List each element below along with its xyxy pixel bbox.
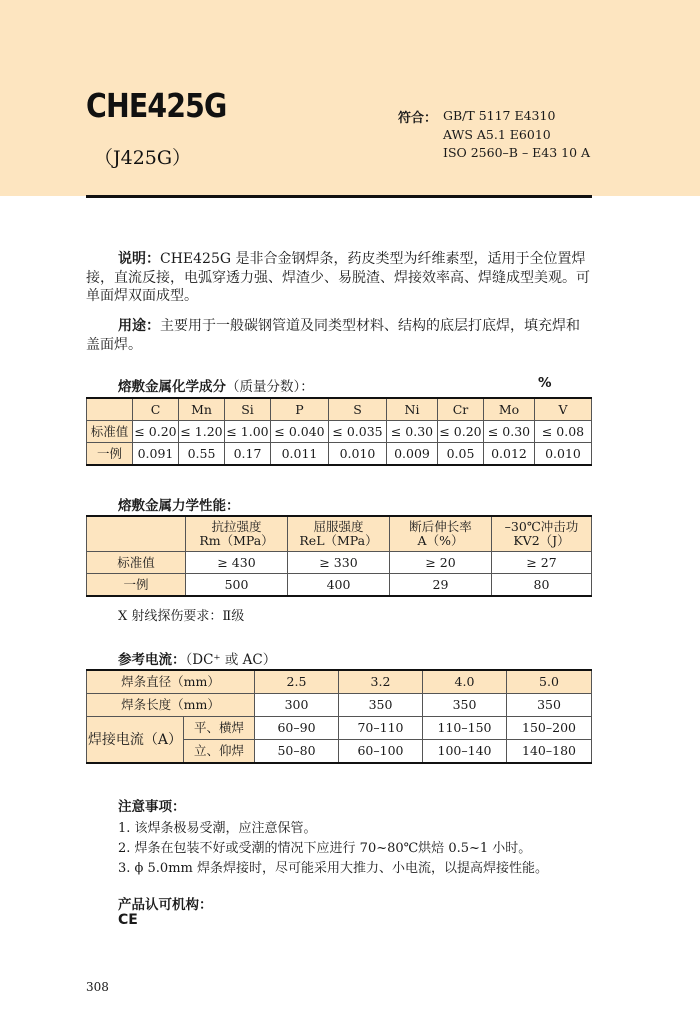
header-cell: S: [329, 398, 387, 421]
chemistry-title: [118, 375, 314, 395]
table-cell: 0.009: [387, 443, 438, 466]
row-sublabel: 平、横焊: [184, 717, 255, 740]
table-cell: 140–180: [507, 740, 592, 764]
header-cell: Cr: [438, 398, 484, 421]
table-cell: 110–150: [423, 717, 507, 740]
certification-title: 产品认可机构：: [118, 897, 213, 913]
table-cell: 60–90: [255, 717, 339, 740]
table-cell: 0.010: [535, 443, 592, 466]
table-cell: 0.011: [271, 443, 329, 466]
table-cell: ≤ 0.20: [438, 421, 484, 443]
chemistry-subtitle: （质量分数）：: [226, 379, 314, 395]
table-cell: 150–200: [507, 717, 592, 740]
header-cell: [186, 516, 288, 552]
table-cell: ≥ 330: [288, 552, 390, 574]
row-label: 一例: [87, 574, 186, 597]
chemistry-unit: %: [538, 375, 552, 391]
row-label: 焊接电流（A）: [87, 717, 184, 764]
product-subtitle: （J425G）: [94, 147, 192, 169]
header-line: KV2（J）: [513, 533, 570, 548]
table-cell: 60–100: [339, 740, 423, 764]
standard-line: ISO 2560–B – E43 10 A: [443, 145, 591, 160]
header-cell: [288, 516, 390, 552]
current-title: [118, 648, 276, 668]
table-cell: ≤ 0.040: [271, 421, 329, 443]
header-cell: [87, 516, 186, 552]
table-cell: 50–80: [255, 740, 339, 764]
table-cell: ≤ 0.30: [387, 421, 438, 443]
usage-label: 用途：: [118, 318, 160, 334]
table-row: [87, 670, 592, 694]
header-cell: V: [535, 398, 592, 421]
table-cell: 2.5: [255, 670, 339, 694]
row-label: 标准值: [87, 421, 133, 443]
table-cell: ≤ 0.08: [535, 421, 592, 443]
header-cell: Ni: [387, 398, 438, 421]
current-title-text: 参考电流：: [118, 652, 186, 668]
table-row: [87, 694, 592, 717]
header-line: –30℃冲击功: [504, 519, 579, 534]
header-cell: [390, 516, 492, 552]
table-cell: 0.55: [179, 443, 225, 466]
header-line: A（%）: [417, 533, 464, 548]
mechanical-title: 熔敷金属力学性能：: [118, 498, 240, 514]
table-cell: 80: [492, 574, 592, 597]
description-text: CHE425G 是非合金钢焊条，药皮类型为纤维素型，适用于全位置焊接，直流反接，电弧穿透力强、焊渣少、易脱渣、焊接效率高、焊缝成型美观。可单面焊双面成型。: [86, 251, 590, 304]
header-line: 断后伸长率: [409, 519, 472, 534]
table-cell: 0.012: [484, 443, 535, 466]
table-cell: 4.0: [423, 670, 507, 694]
table-cell: ≤ 1.00: [225, 421, 271, 443]
table-cell: 350: [507, 694, 592, 717]
product-title: CHE425G: [86, 86, 227, 125]
standard-line: AWS A5.1 E6010: [443, 126, 551, 142]
header-band: [0, 0, 700, 196]
description-paragraph: [86, 250, 592, 306]
header-cell: Si: [225, 398, 271, 421]
header-cell: Mo: [484, 398, 535, 421]
table-cell: ≤ 0.035: [329, 421, 387, 443]
row-label: 一例: [87, 443, 133, 466]
table-cell: 0.010: [329, 443, 387, 466]
table-cell: ≤ 0.30: [484, 421, 535, 443]
list-item: 1. 该焊条极易受潮，应注意保管。: [118, 821, 317, 836]
table-row: [87, 717, 592, 740]
header-line: 抗拉强度: [211, 519, 262, 534]
table-cell: 400: [288, 574, 390, 597]
header-cell: [492, 516, 592, 552]
header-cell: C: [133, 398, 179, 421]
page-number: 308: [86, 980, 109, 994]
table-cell: ≥ 27: [492, 552, 592, 574]
row-label: 标准值: [87, 552, 186, 574]
chemistry-table: [86, 397, 592, 466]
list-item: 3. ϕ 5.0mm 焊条焊接时，尽可能采用大推力、小电流，以提高焊接性能。: [118, 861, 548, 876]
row-label: 焊条长度（mm）: [87, 694, 255, 717]
table-cell: 0.091: [133, 443, 179, 466]
table-row: [87, 552, 592, 574]
table-row: [87, 443, 592, 466]
description-label: 说明：: [118, 251, 160, 267]
table-cell: 0.17: [225, 443, 271, 466]
table-cell: ≥ 430: [186, 552, 288, 574]
header-line: 屈服强度: [313, 519, 364, 534]
table-cell: 350: [339, 694, 423, 717]
header-cell: P: [271, 398, 329, 421]
table-cell: 3.2: [339, 670, 423, 694]
chemistry-title-text: 熔敷金属化学成分: [118, 379, 226, 395]
standards-label: 符合：: [398, 111, 438, 126]
table-cell: ≥ 20: [390, 552, 492, 574]
mechanical-table: [86, 515, 592, 597]
header-divider: [86, 195, 592, 198]
standard-line: GB/T 5117 E4310: [443, 108, 556, 123]
notes-title: 注意事项：: [118, 799, 186, 815]
header-cell: Mn: [179, 398, 225, 421]
notes-list: [118, 819, 548, 879]
table-cell: 350: [423, 694, 507, 717]
current-subtitle: （DC⁺ 或 AC）: [185, 652, 277, 668]
table-cell: ≤ 1.20: [179, 421, 225, 443]
table-cell: 29: [390, 574, 492, 597]
usage-text: 主要用于一般碳钢管道及同类型材料、结构的底层打底焊，填充焊和盖面焊。: [86, 318, 580, 353]
current-table: [86, 669, 592, 764]
table-row: [87, 421, 592, 443]
table-cell: 100–140: [423, 740, 507, 764]
xray-note: X 射线探伤要求：Ⅱ级: [118, 609, 245, 624]
table-cell: 0.05: [438, 443, 484, 466]
table-cell: 300: [255, 694, 339, 717]
table-cell: 500: [186, 574, 288, 597]
header-cell: [87, 398, 133, 421]
header-line: Rm（MPa）: [199, 533, 274, 548]
table-cell: 5.0: [507, 670, 592, 694]
row-sublabel: 立、仰焊: [184, 740, 255, 764]
ce-mark-icon: CE: [118, 912, 138, 928]
header-line: ReL（MPa）: [299, 533, 378, 548]
table-cell: 70–110: [339, 717, 423, 740]
table-row: [87, 574, 592, 597]
row-label: 焊条直径（mm）: [87, 670, 255, 694]
standards-list: [443, 107, 590, 163]
list-item: 2. 焊条在包装不好或受潮的情况下应进行 70~80℃烘焙 0.5~1 小时。: [118, 841, 532, 856]
table-cell: ≤ 0.20: [133, 421, 179, 443]
usage-paragraph: [86, 317, 592, 354]
